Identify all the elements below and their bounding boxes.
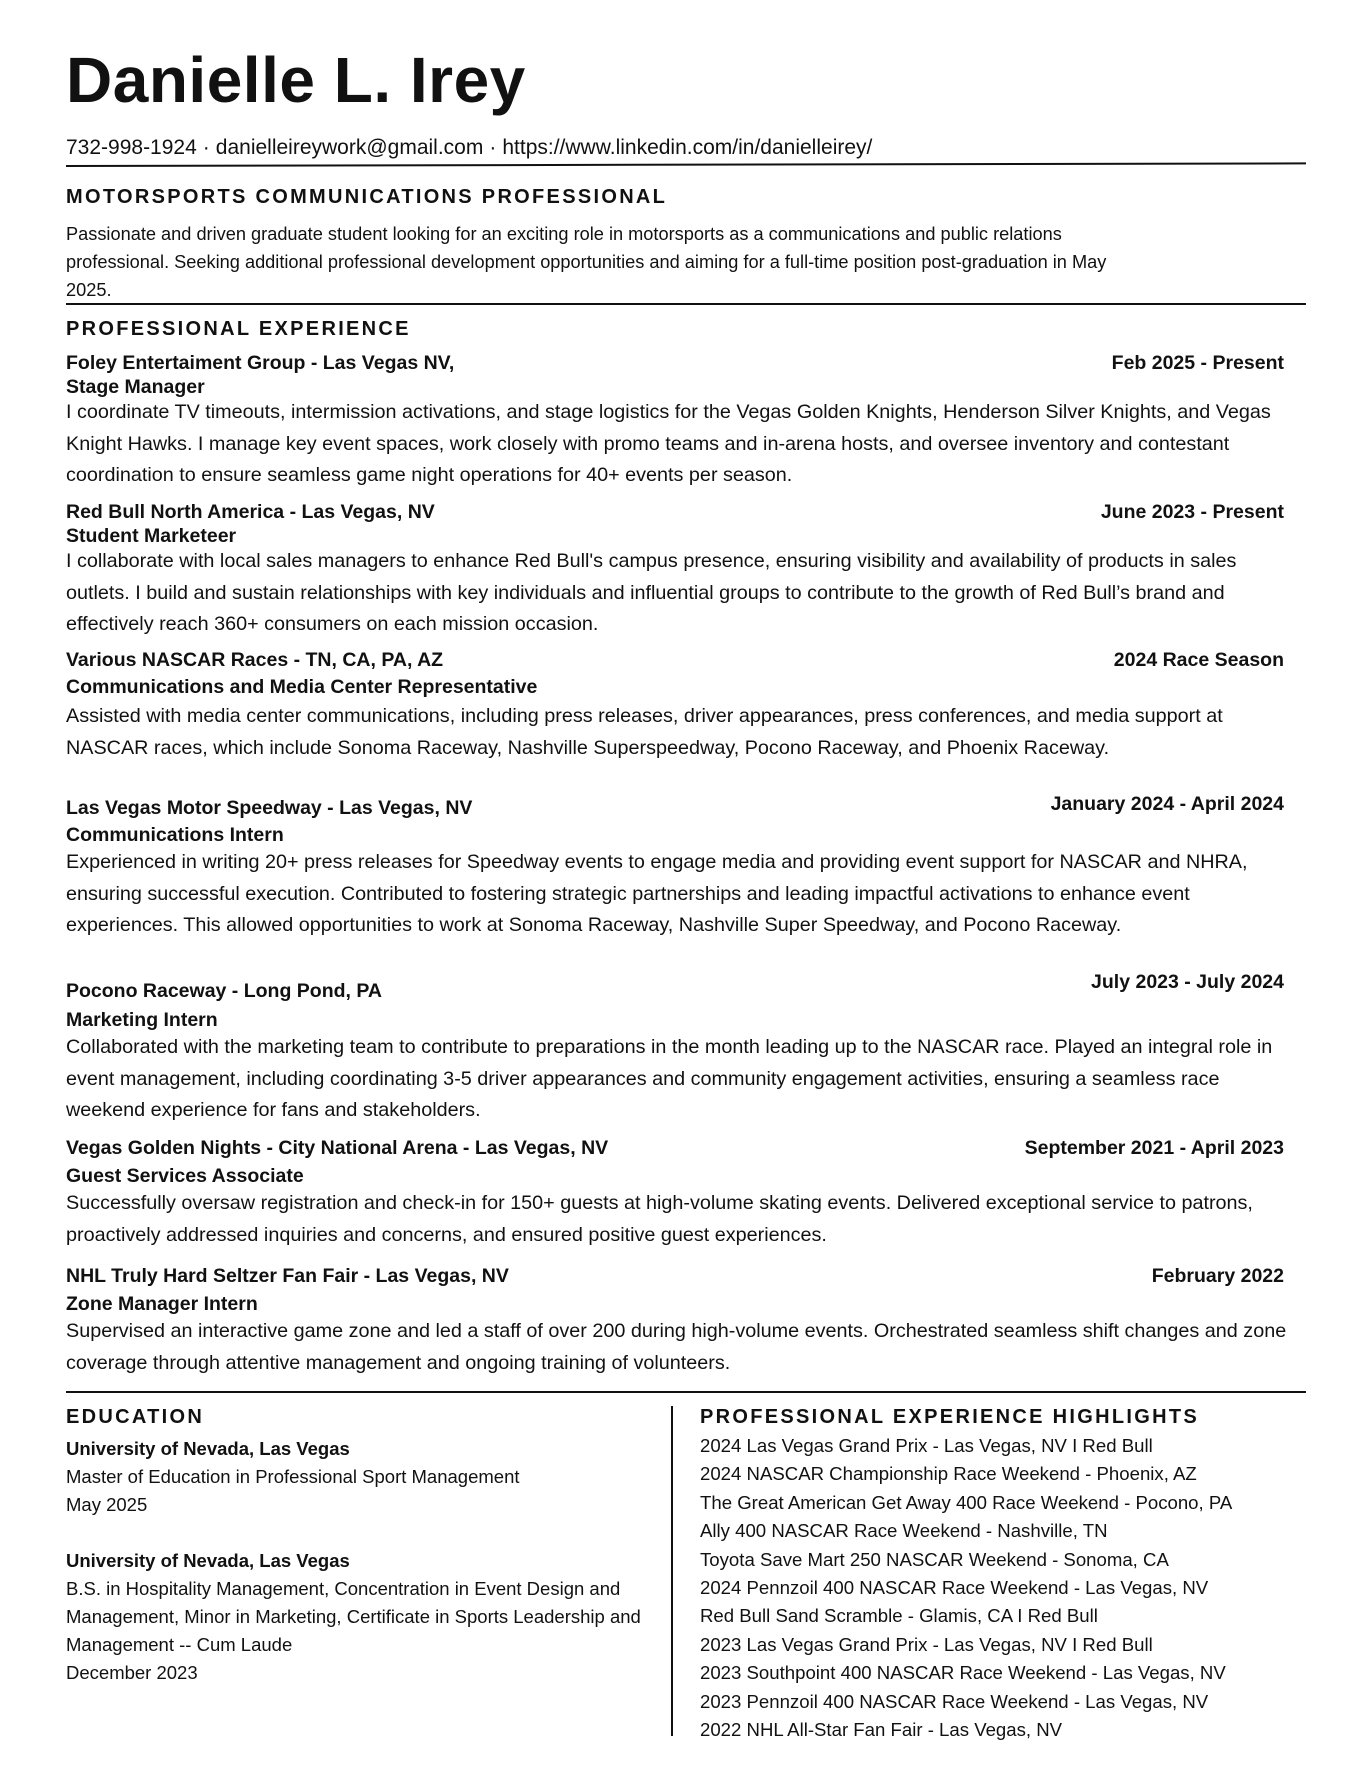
education-entry: [66, 1547, 646, 1687]
job-role: Guest Services Associate: [66, 1165, 304, 1187]
job-description: Successfully oversaw registration and check-in for 150+ guests at high-volume skating events. Delivered exceptional service to patrons, proactively addressed inquiries and concerns, and ensured positive guest experiences.: [66, 1192, 1253, 1246]
degree: Master of Education in Professional Sport Management: [66, 1466, 520, 1487]
list-item: Red Bull Sand Scramble - Glamis, CA I Red Bull: [700, 1605, 1098, 1627]
linkedin-link[interactable]: https://www.linkedin.com/in/danielleirey/: [502, 136, 873, 159]
separator: ·: [202, 136, 210, 159]
job-title: Vegas Golden Nights - City National Arena - Las Vegas, NV: [66, 1137, 609, 1159]
list-item: The Great American Get Away 400 Race Weekend - Pocono, PA: [700, 1491, 1233, 1513]
summary-text: Passionate and driven graduate student looking for an exciting role in motorsports as a communications and public relations professional. Seeking additional professional development opportunities and aiming for a full-time position post-graduation in May 2025.: [66, 224, 1107, 300]
job-date: Feb 2025 - Present: [1111, 352, 1284, 374]
list-item: 2022 NHL All-Star Fan Fair - Las Vegas, NV: [700, 1719, 1063, 1741]
job-description: Collaborated with the marketing team to contribute to preparations in the month leading up to the NASCAR race. Played an integral role in event management, including coordinating 3-5 driver appearances and community engagement activities, ensuring a seamless race weekend experience for fans and stakeholders.: [66, 1036, 1273, 1121]
job-description: Supervised an interactive game zone and led a staff of over 200 during high-volume events. Orchestrated seamless shift changes and zone coverage through attentive management and ongoing training of volunteers.: [66, 1320, 1287, 1374]
job-date: July 2023 - July 2024: [1091, 971, 1284, 993]
list-item: Ally 400 NASCAR Race Weekend - Nashville, TN: [700, 1520, 1108, 1542]
list-item: Toyota Save Mart 250 NASCAR Weekend - Sonoma, CA: [700, 1548, 1169, 1570]
graduation-date: December 2023: [66, 1662, 198, 1683]
job-date: June 2023 - Present: [1100, 501, 1284, 523]
phone-number: 732-998-1924: [66, 136, 197, 159]
candidate-name: Danielle L. Irey: [66, 44, 526, 116]
job-description: Experienced in writing 20+ press releases for Speedway events to engage media and providing event support for NASCAR and NHRA, ensuring successful execution. Contributed to fostering strategic partnerships and leading impactful activations to enhance event experiences. This allowed opportunities to work at Sonoma Raceway, Nashville Super Speedway, and Pocono Raceway.: [66, 851, 1248, 936]
list-item: 2023 Southpoint 400 NASCAR Race Weekend - Las Vegas, NV: [700, 1662, 1226, 1684]
summary-heading: MOTORSPORTS COMMUNICATIONS PROFESSIONAL: [66, 186, 668, 208]
job-description: I coordinate TV timeouts, intermission activations, and stage logistics for the Vegas Golden Knights, Henderson Silver Knights, and Vegas Knight Hawks. I manage key event spaces, work closely with promo teams and in-arena hosts, and oversee inventory and contestant coordination to ensure seamless game night operations for 40+ events per season.: [66, 401, 1271, 486]
header-divider: [66, 162, 1306, 167]
experience-heading: PROFESSIONAL EXPERIENCE: [66, 318, 411, 340]
education-entry: [66, 1435, 646, 1519]
job-role: Communications Intern: [66, 824, 284, 846]
job-description: I collaborate with local sales managers to enhance Red Bull's campus presence, ensuring visibility and availability of products in sales outlets. I build and sustain relationships with key individuals and influential groups to contribute to the growth of Red Bull’s brand and effectively reach 360+ consumers on each mission occasion.: [66, 550, 1237, 635]
job-date: January 2024 - April 2024: [1050, 793, 1284, 815]
separator: ·: [489, 136, 497, 159]
job-title: Pocono Raceway - Long Pond, PA: [66, 980, 382, 1002]
list-item: 2024 Las Vegas Grand Prix - Las Vegas, NV I Red Bull: [700, 1435, 1153, 1456]
degree: B.S. in Hospitality Management, Concentration in Event Design and Management, Minor in Marketing, Certificate in Sports Leadership and Management -- Cum Laude: [66, 1578, 641, 1655]
section-divider: [66, 303, 1306, 305]
job-description: Assisted with media center communications, including press releases, driver appearances, press conferences, and media support at NASCAR races, which include Sonoma Raceway, Nashville Superspeedway, Pocono Raceway, and Phoenix Raceway.: [66, 705, 1223, 759]
list-item: 2023 Las Vegas Grand Prix - Las Vegas, NV I Red Bull: [700, 1633, 1153, 1655]
job-title: Various NASCAR Races - TN, CA, PA, AZ: [66, 649, 444, 671]
job-date: February 2022: [1151, 1265, 1284, 1287]
list-item: 2024 NASCAR Championship Race Weekend - Phoenix, AZ: [700, 1463, 1197, 1485]
school-name: University of Nevada, Las Vegas: [66, 1550, 350, 1571]
list-item: 2024 Pennzoil 400 NASCAR Race Weekend - Las Vegas, NV: [700, 1577, 1209, 1599]
section-divider: [66, 1391, 1306, 1393]
contact-line: [66, 134, 872, 162]
education-list: [66, 1435, 646, 1715]
job-title: NHL Truly Hard Seltzer Fan Fair - Las Vegas, NV: [66, 1265, 509, 1287]
job-role: Marketing Intern: [66, 1009, 218, 1031]
column-divider: [671, 1406, 673, 1736]
job-role: Stage Manager: [66, 376, 205, 398]
job-title: Foley Entertaiment Group - Las Vegas NV,: [66, 352, 455, 374]
graduation-date: May 2025: [66, 1494, 148, 1515]
education-heading: EDUCATION: [66, 1406, 205, 1428]
job-date: 2024 Race Season: [1113, 649, 1284, 671]
highlights-list: [700, 1432, 1300, 1744]
job-role: Student Marketeer: [66, 525, 237, 547]
email-address[interactable]: danielleireywork@gmail.com: [215, 136, 484, 159]
job-title: Red Bull North America - Las Vegas, NV: [66, 501, 435, 523]
school-name: University of Nevada, Las Vegas: [66, 1438, 350, 1459]
job-role: Communications and Media Center Representative: [66, 676, 538, 698]
job-role: Zone Manager Intern: [66, 1293, 258, 1315]
job-date: September 2021 - April 2023: [1024, 1137, 1284, 1159]
highlights-heading: PROFESSIONAL EXPERIENCE HIGHLIGHTS: [700, 1406, 1200, 1428]
job-title: Las Vegas Motor Speedway - Las Vegas, NV: [66, 797, 473, 819]
list-item: 2023 Pennzoil 400 NASCAR Race Weekend - Las Vegas, NV: [700, 1690, 1209, 1712]
